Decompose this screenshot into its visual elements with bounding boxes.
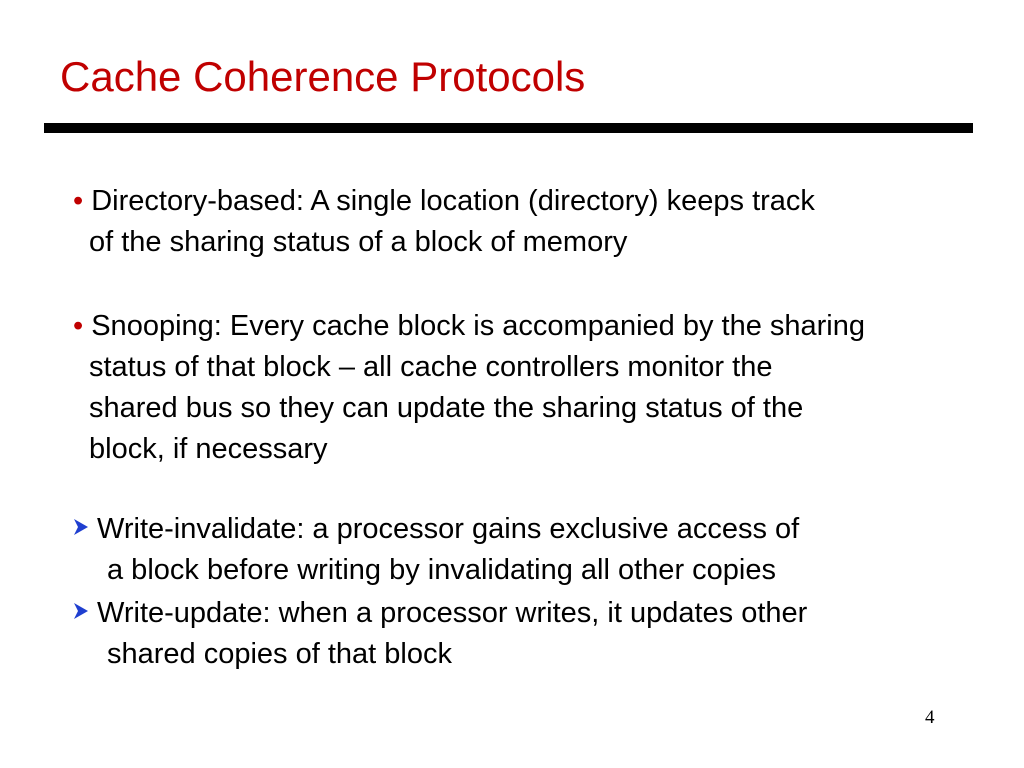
bullet-text: Snooping: Every cache block is accompanied by the sharing: [91, 310, 866, 342]
slide-title: Cache Coherence Protocols: [60, 53, 586, 100]
sub-bullet-line: [73, 592, 807, 634]
bullet-text: status of that block – all cache controllers monitor the: [89, 351, 773, 383]
bullet-dot-icon: •: [73, 185, 84, 217]
arrow-bullet-icon: [73, 508, 97, 549]
bullet-text: shared bus so they can update the sharing status of the: [89, 392, 804, 424]
sub-bullet-text: Write-update: when a processor writes, it updates other: [97, 597, 808, 629]
sub-bullet-write-invalidate: [73, 508, 799, 591]
bullet-line: [73, 306, 865, 347]
page-number: 4: [925, 707, 935, 728]
sub-bullet-text: Write-invalidate: a processor gains exclusive access of: [97, 513, 800, 545]
title-divider: [44, 123, 973, 133]
arrow-bullet-icon: [73, 592, 97, 633]
bullet-snooping: [73, 306, 865, 470]
sub-bullet-text: shared copies of that block: [107, 638, 452, 670]
sub-bullet-write-update: [73, 592, 807, 675]
bullet-line: [73, 181, 815, 222]
bullet-dot-icon: •: [73, 310, 84, 342]
sub-bullet-line: [73, 508, 799, 550]
sub-bullet-text: a block before writing by invalidating all other copies: [107, 554, 776, 586]
bullet-directory-based: [73, 181, 815, 263]
bullet-text: Directory-based: A single location (directory) keeps track: [91, 185, 815, 217]
bullet-text: of the sharing status of a block of memory: [89, 226, 628, 258]
bullet-text: block, if necessary: [89, 433, 328, 465]
